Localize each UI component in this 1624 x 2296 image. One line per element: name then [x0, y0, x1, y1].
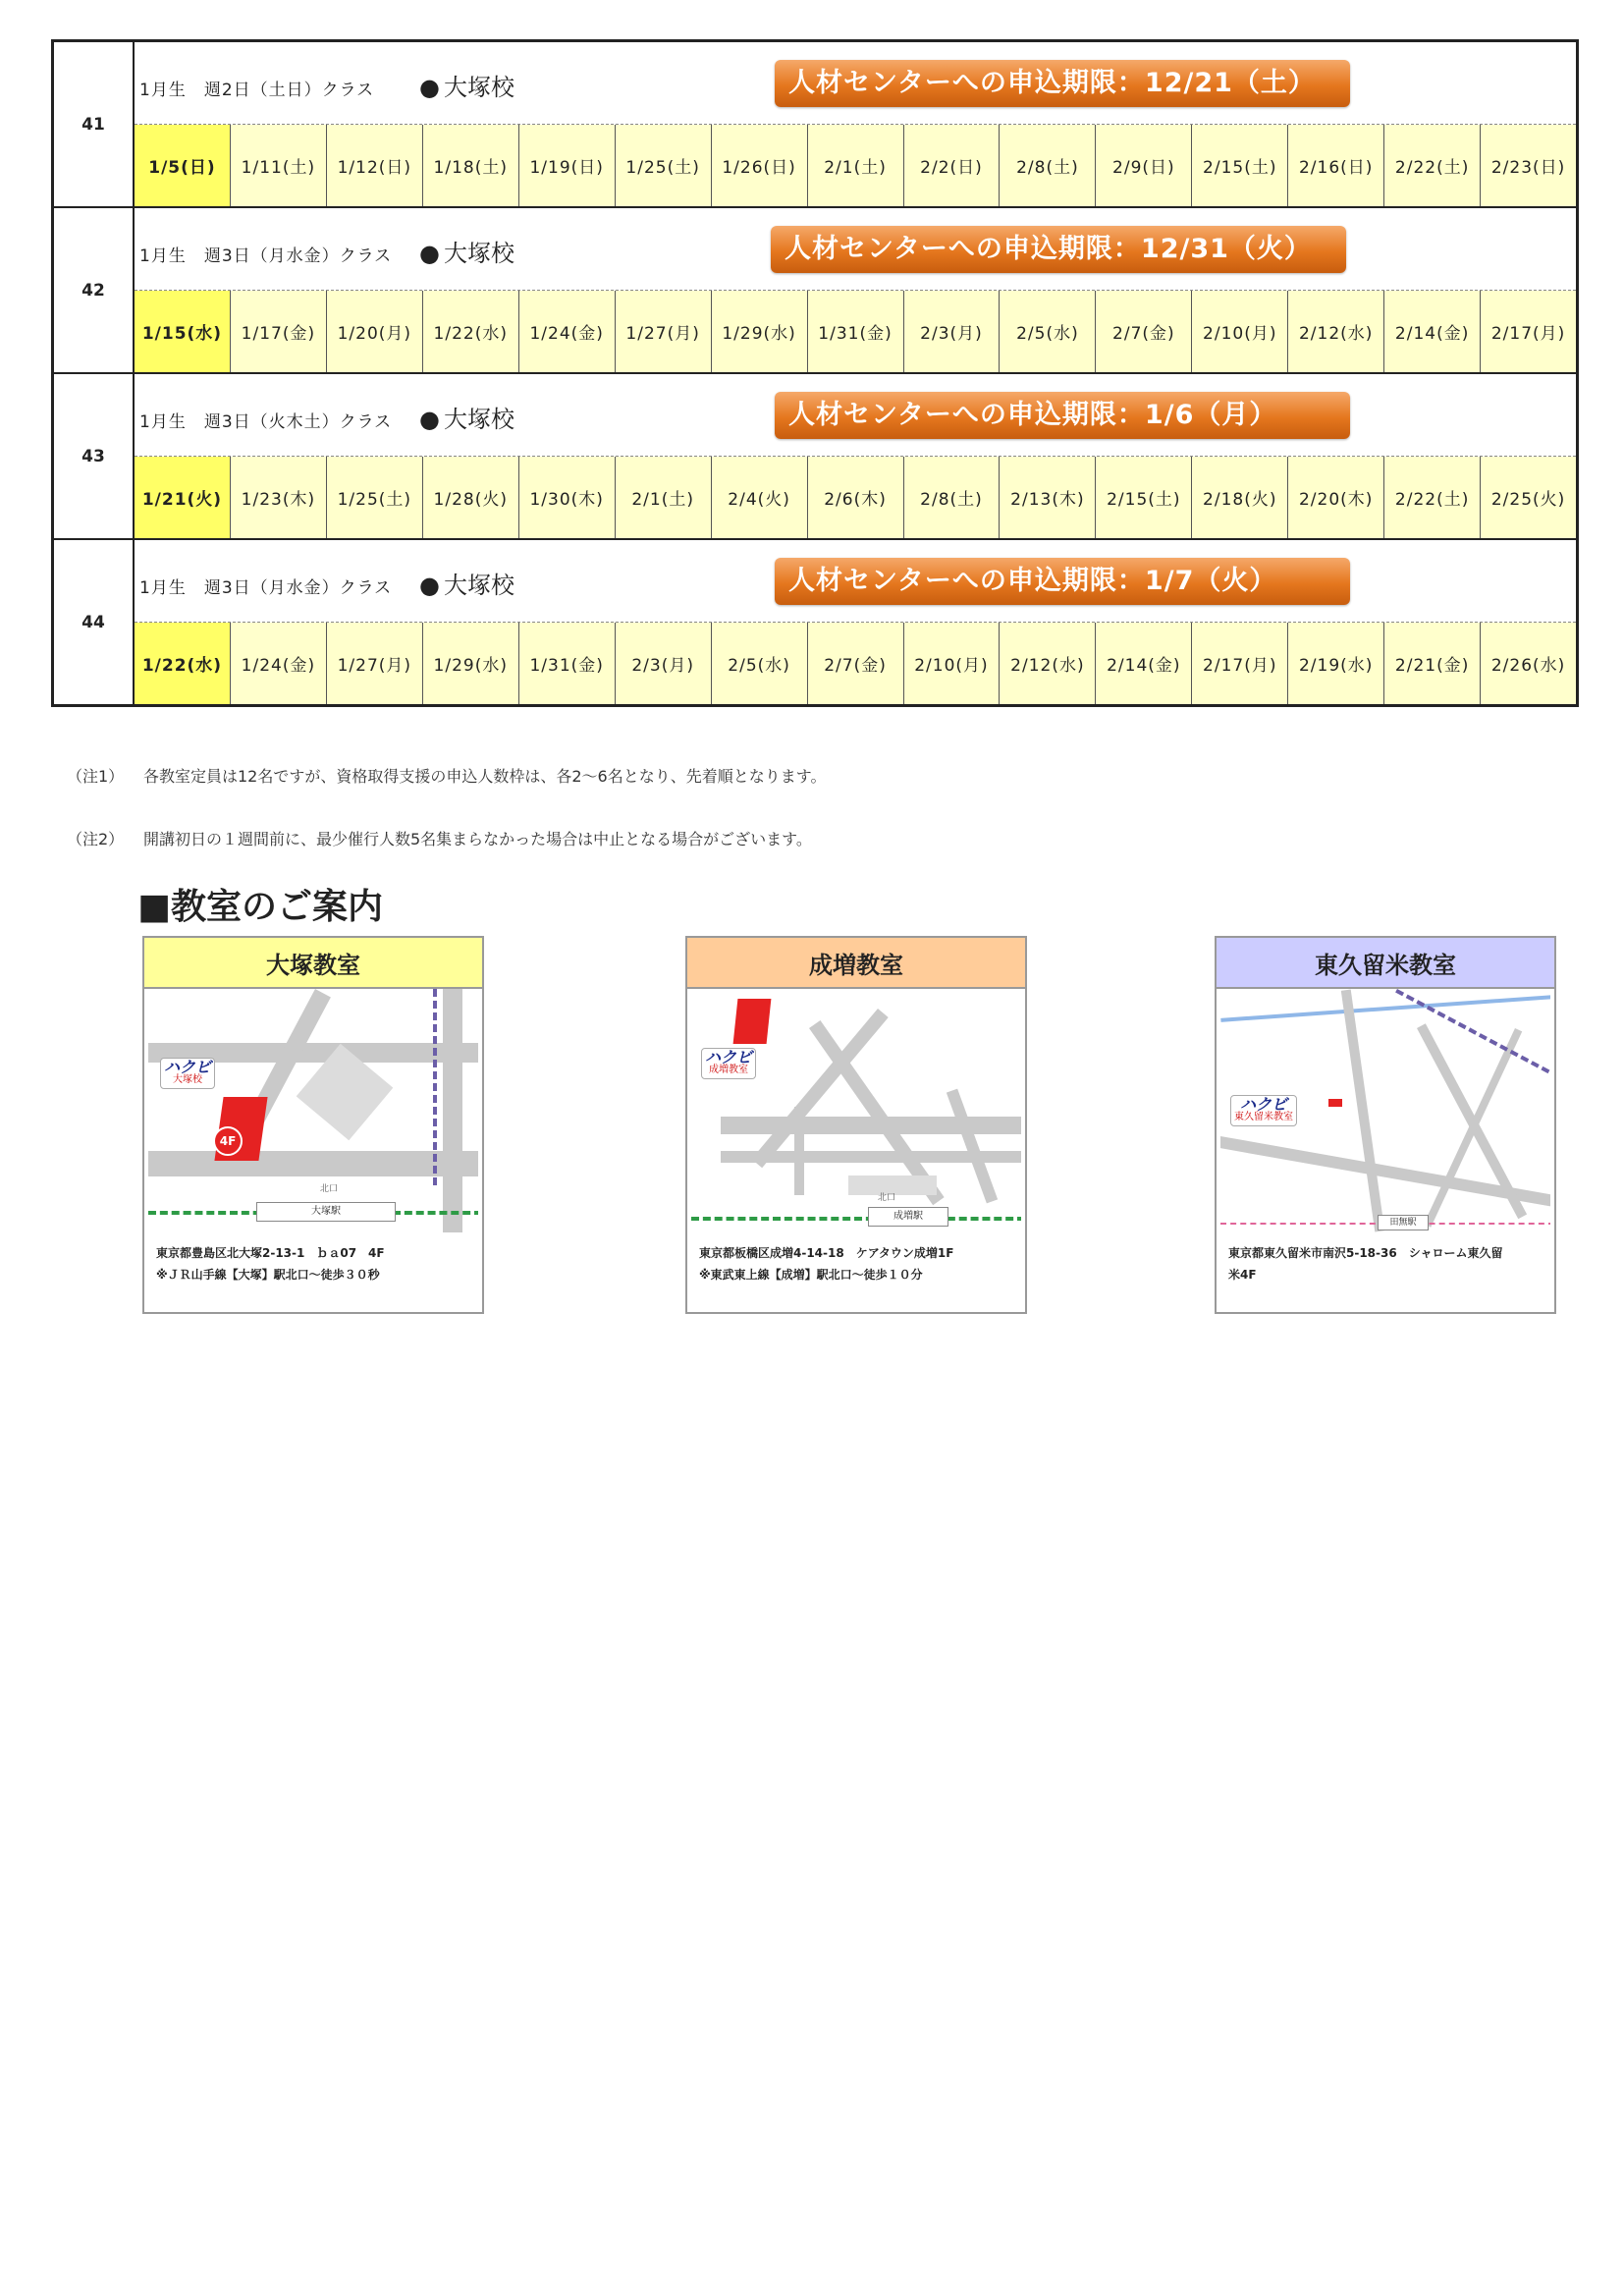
date-row: [135, 291, 1576, 372]
exit-label: 北口: [320, 1184, 339, 1194]
date-cell: 2/22(土): [1383, 125, 1480, 206]
date-cell: 1/27(月): [615, 291, 711, 372]
date-row: [135, 623, 1576, 704]
note-text: 各教室定員は12名ですが、資格取得支援の申込人数枠は、各2～6名となり、先着順となります。: [143, 767, 827, 786]
date-cell: 2/9(日): [1095, 125, 1191, 206]
room-address: 東京都豊島区北大塚2-13-1 ｂａ07 4F ※ＪＲ山手線【大塚】駅北口～徒歩３０秒: [156, 1246, 385, 1282]
date-cell: 2/14(金): [1095, 623, 1191, 704]
date-cell: 2/5(水): [711, 623, 807, 704]
hakubi-badge: ハクビ 成増教室: [701, 1048, 756, 1079]
exit-label: 北口: [878, 1193, 896, 1203]
deadline-banner: 人材センターへの申込期限：1/6（月）: [775, 392, 1350, 439]
class-number: 41: [54, 42, 135, 206]
note-label: （注2）: [67, 830, 125, 848]
date-cell: 2/17(月): [1191, 623, 1287, 704]
room-title: 東久留米教室: [1217, 938, 1554, 989]
date-cell: 1/29(水): [422, 623, 518, 704]
room-card-higashikurume: [1215, 936, 1556, 1314]
date-cell: 2/6(木): [807, 457, 903, 538]
date-cell: 1/11(土): [230, 125, 326, 206]
date-cell: 1/30(木): [518, 457, 615, 538]
note-label: （注1）: [67, 767, 125, 786]
date-cell: 2/1(土): [615, 457, 711, 538]
date-cell: 2/17(月): [1480, 291, 1576, 372]
date-cell: 1/31(金): [807, 291, 903, 372]
date-cell: 1/28(火): [422, 457, 518, 538]
class-group: [54, 540, 1576, 704]
class-label: 1月生 週3日（月水金）クラス: [139, 246, 393, 266]
date-cell: 2/23(日): [1480, 125, 1576, 206]
date-cell: 1/23(木): [230, 457, 326, 538]
room-address: 東京都板橋区成増4-14-18 ケアタウン成増1F ※東武東上線【成増】駅北口～徒歩１０分: [699, 1246, 954, 1282]
class-label: 1月生 週2日（土日）クラス: [139, 81, 375, 100]
section-title: ■教室のご案内: [137, 887, 384, 927]
class-group: [54, 208, 1576, 374]
school-name: ● 大塚校: [419, 234, 514, 268]
class-label: 1月生 週3日（月水金）クラス: [139, 578, 393, 598]
date-cell: 2/18(火): [1191, 457, 1287, 538]
school-name: ● 大塚校: [419, 400, 514, 434]
note-1: [67, 764, 826, 787]
date-cell: 1/31(金): [518, 623, 615, 704]
date-cell: 1/19(日): [518, 125, 615, 206]
station-label: 大塚駅: [256, 1202, 396, 1222]
date-cell: 2/25(火): [1480, 457, 1576, 538]
class-label: 1月生 週3日（火木土）クラス: [139, 412, 393, 432]
room-address: 東京都東久留米市南沢5-18-36 シャローム東久留 米4F: [1228, 1246, 1503, 1282]
date-cell: 2/1(土): [807, 125, 903, 206]
room-card-otsuka: [142, 936, 484, 1314]
date-cell: 2/13(木): [999, 457, 1095, 538]
class-group: [54, 42, 1576, 208]
date-cell: 2/22(土): [1383, 457, 1480, 538]
date-cell: 1/15(水): [135, 291, 230, 372]
note-2: [67, 827, 812, 849]
date-cell: 2/26(水): [1480, 623, 1576, 704]
class-number: 42: [54, 208, 135, 372]
date-row: [135, 125, 1576, 206]
date-cell: 2/10(月): [903, 623, 1000, 704]
date-cell: 1/25(土): [326, 457, 422, 538]
date-cell: 2/15(土): [1191, 125, 1287, 206]
date-cell: 1/26(日): [711, 125, 807, 206]
date-cell: 2/10(月): [1191, 291, 1287, 372]
note-text: 開講初日の１週間前に、最少催行人数5名集まらなかった場合は中止となる場合がございます。: [143, 830, 812, 848]
date-cell: 2/4(火): [711, 457, 807, 538]
date-cell: 2/16(日): [1287, 125, 1383, 206]
date-cell: 2/7(金): [1095, 291, 1191, 372]
map-otsuka: [148, 989, 478, 1232]
date-cell: 2/12(水): [1287, 291, 1383, 372]
floor-marker: 4F: [213, 1126, 243, 1156]
date-cell: 2/7(金): [807, 623, 903, 704]
date-cell: 1/29(水): [711, 291, 807, 372]
class-number: 44: [54, 540, 135, 704]
room-card-narimasu: [685, 936, 1027, 1314]
date-cell: 2/20(木): [1287, 457, 1383, 538]
deadline-banner: 人材センターへの申込期限：1/7（火）: [775, 558, 1350, 605]
date-cell: 2/15(土): [1095, 457, 1191, 538]
date-cell: 1/18(土): [422, 125, 518, 206]
station-label: 成増駅: [868, 1207, 948, 1227]
date-cell: 2/3(月): [615, 623, 711, 704]
date-cell: 1/5(日): [135, 125, 230, 206]
date-cell: 2/21(金): [1383, 623, 1480, 704]
map-narimasu: [691, 989, 1021, 1232]
date-cell: 2/19(水): [1287, 623, 1383, 704]
school-name: ● 大塚校: [419, 566, 514, 600]
date-cell: 1/27(月): [326, 623, 422, 704]
date-cell: 1/22(水): [135, 623, 230, 704]
date-cell: 1/25(土): [615, 125, 711, 206]
room-title: 大塚教室: [144, 938, 482, 989]
date-cell: 2/3(月): [903, 291, 1000, 372]
date-cell: 1/24(金): [518, 291, 615, 372]
class-number: 43: [54, 374, 135, 538]
hakubi-badge: ハクビ 東久留米教室: [1230, 1095, 1297, 1126]
date-cell: 1/21(火): [135, 457, 230, 538]
deadline-banner: 人材センターへの申込期限：12/21（土）: [775, 60, 1350, 107]
date-cell: 1/22(水): [422, 291, 518, 372]
school-name: ● 大塚校: [419, 68, 514, 102]
class-group: [54, 374, 1576, 540]
date-cell: 2/2(日): [903, 125, 1000, 206]
date-cell: 1/20(月): [326, 291, 422, 372]
date-cell: 2/8(土): [903, 457, 1000, 538]
date-cell: 2/14(金): [1383, 291, 1480, 372]
deadline-banner: 人材センターへの申込期限：12/31（火）: [771, 226, 1346, 273]
date-cell: 1/12(日): [326, 125, 422, 206]
date-cell: 2/8(土): [999, 125, 1095, 206]
station-label: 田無駅: [1378, 1215, 1429, 1230]
date-cell: 2/5(水): [999, 291, 1095, 372]
hakubi-badge: ハクビ 大塚校: [160, 1058, 215, 1089]
date-cell: 1/24(金): [230, 623, 326, 704]
schedule-table: [51, 39, 1579, 707]
room-title: 成増教室: [687, 938, 1025, 989]
date-cell: 2/12(水): [999, 623, 1095, 704]
map-higashikurume: [1220, 989, 1550, 1232]
date-cell: 1/17(金): [230, 291, 326, 372]
date-row: [135, 457, 1576, 538]
